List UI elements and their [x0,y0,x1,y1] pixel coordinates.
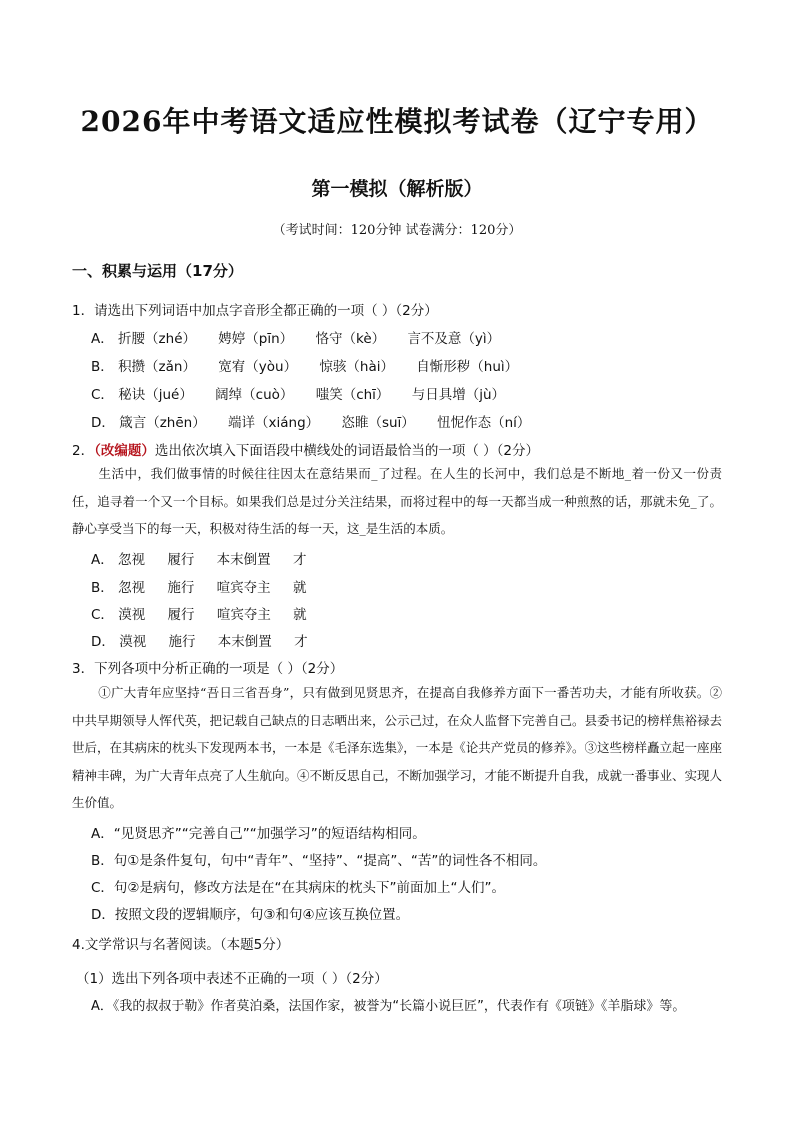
q2-option-a [91,548,324,568]
q1-option-d [91,411,548,431]
option-label: D． [91,634,115,650]
option-word: 秘诀（jué） [118,387,193,403]
option-word: 恣睢（suī） [341,415,415,431]
exam-subtitle: 第一模拟（解析版） [311,178,483,200]
option-word: 恪守（kè） [315,331,386,347]
q1-stem: 1．请选出下列词语中加点字音形全都正确的一项（ ）（2分） [72,303,438,319]
q2-stem [72,439,539,459]
option-word: 惊骇（hài） [319,359,394,375]
option-word: 本末倒置 [216,552,271,568]
option-word: 折腰（zhé） [118,331,196,347]
option-word: 施行 [168,634,196,650]
option-word: 漠视 [118,607,146,623]
option-word: 嗤笑（chī） [315,387,390,403]
option-word: 阔绰（cuò） [215,387,294,403]
option-word: 才 [292,552,307,568]
option-word: 才 [294,634,308,650]
option-label: C． [91,387,114,403]
option-word: 忽视 [118,552,146,568]
q2-option-b [91,576,324,596]
option-label: A． [91,331,114,347]
q3-option-c: C．句②是病句，修改方法是在“在其病床的枕头下”前面加上“人们”。 [91,880,506,896]
option-word: 履行 [167,552,195,568]
q2-passage [72,460,722,543]
q1-option-c [91,383,523,403]
option-word: 喧宾夺主 [216,580,271,596]
option-word: 履行 [167,607,195,623]
q3-option-d: D．按照文段的逻辑顺序，句③和句④应该互换位置。 [91,907,410,923]
option-word: 漠视 [119,634,147,650]
option-label: A． [91,552,114,568]
option-word: 施行 [167,580,195,596]
option-word: 忸怩作态（ní） [437,415,531,431]
option-word: 本末倒置 [217,634,272,650]
option-word: 宽宥（yòu） [218,359,298,375]
option-label: D． [91,415,115,431]
q3-stem: 3．下列各项中分析正确的一项是（ ）（2分） [72,661,344,677]
q3-passage [72,679,722,817]
q2-option-d [91,630,326,650]
option-word: 就 [293,607,307,623]
option-word: 积攒（zǎn） [118,359,196,375]
option-word: 箴言（zhēn） [119,415,206,431]
q1-option-a [91,327,518,347]
exam-title: 2026年中考语文适应性模拟考试卷（辽宁专用） [80,105,714,138]
q3-option-a: A．“见贤思齐”“完善自己”“加强学习”的短语结构相同。 [91,826,426,842]
option-label: C． [91,607,114,623]
option-word: 就 [292,580,307,596]
option-word: 端详（xiáng） [228,415,320,431]
passage-text: 生活中，我们做事情的时候往往因太在意结果而_了过程。在人生的长河中，我们总是不断地_着一份又一份责任，追寻着一个又一个目标。如果我们总是过分关注结果，而将过程中的每一天都当成一种煎熬的话，那就未免_了。静心享受当下的每一天，积极对待生活的每一天，这_是生活的本质。 [72,466,722,536]
section-heading: 一、积累与运用（17分） [72,262,243,280]
option-word: 自惭形秽（huì） [416,359,519,375]
question-text: 选出依次填入下面语段中横线处的词语最恰当的一项（ ）（2分） [154,443,539,459]
q3-option-b: B．句①是条件复句，句中“青年”、“坚持”、“提高”、“苦”的词性各不相同。 [91,853,547,869]
q1-option-b [91,355,536,375]
option-word: 言不及意（yì） [407,331,501,347]
option-word: 忽视 [118,580,146,596]
option-word: 娉婷（pīn） [218,331,294,347]
q2-option-c [91,603,325,623]
question-number: 2． [72,443,95,459]
passage-text: ①广大青年应坚持“吾日三省吾身”，只有做到见贤思齐，在提高自我修养方面下一番苦功夫，才能有所收获。②中共早期领导人恽代英，把记载自己缺点的日志晒出来，公示己过，在众人监督下完善自己。县委书记的榜样焦裕禄去世后，在其病床的枕头下发现两本书，一本是《毛泽东选集》，一本是《论共产党员的修养》。③这些榜样矗立起一座座精神丰碑，为广大青年点亮了人生航向。④不断反思自己，不断加强学习，才能不断提升自我，成就一番事业、实现人生价值。 [72,685,723,810]
option-word: 喧宾夺主 [216,607,271,623]
option-label: B． [91,580,114,596]
q4-stem: 4.文学常识与名著阅读。（本题5分） [72,937,290,953]
exam-info: （考试时间：120分钟 试卷满分：120分） [272,223,522,238]
option-word: 与日具增（jù） [411,387,506,403]
q4-sub1-stem: （1）选出下列各项中表述不正确的一项（ ）（2分） [76,971,388,987]
adapted-tag: （改编题） [94,443,155,459]
option-label: B． [91,359,114,375]
q4-option-a: A．《我的叔叔于勒》作者莫泊桑，法国作家，被誉为“长篇小说巨匠”，代表作有《项链》《羊脂球》等。 [91,999,686,1014]
